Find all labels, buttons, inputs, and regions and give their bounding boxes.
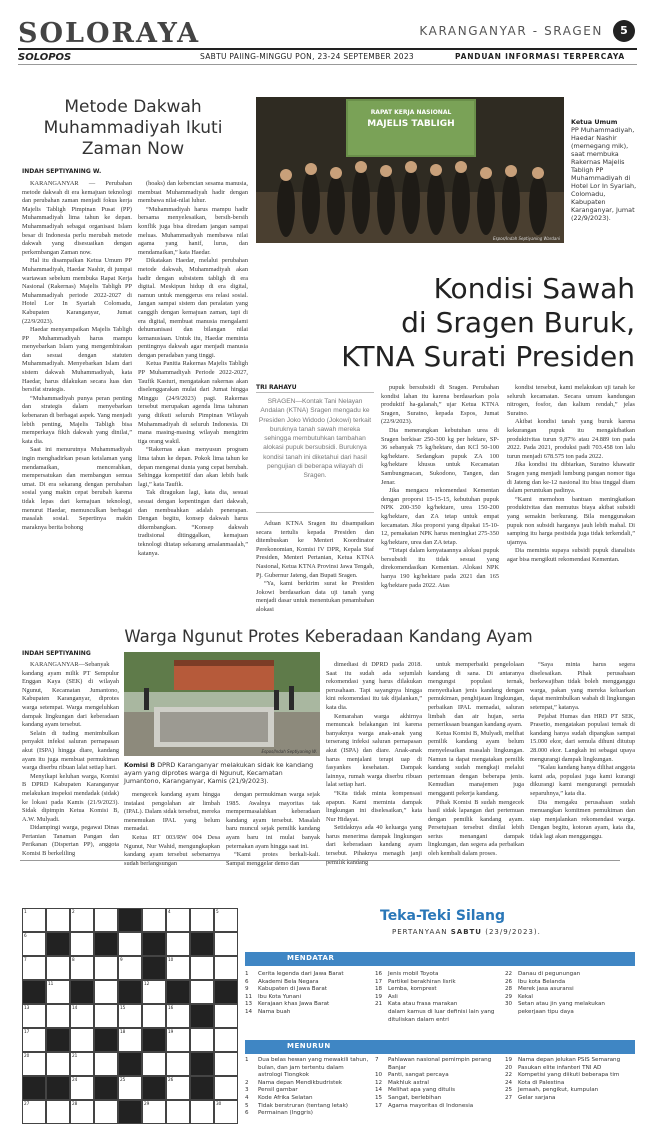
paragraph: kondisi tersebut, kami melakukan uji tanah ke seluruh kecamatan. Secara umum kandungan nitrogen, fosfor, dan kalium rendah,” jelas Suratno. [507, 384, 635, 417]
clue-item [375, 1095, 499, 1103]
paragraph: (hoaks) dan kebencian sesama manusia, membuat Muhammadiyah hadir dengan membawa nilai-nilai luhur. [138, 180, 248, 205]
article2-headline-line1: Kondisi Sawah [433, 272, 635, 305]
crossword-cell[interactable] [94, 980, 118, 1004]
crossword-cell-number: 18 [120, 1029, 126, 1034]
crossword-cell[interactable] [94, 956, 118, 980]
paragraph: Ketua Komisi B, Mulyadi, melihat pemilik kandang ayam belum menyelesaikan masalah lingkungan. Namun ia dapat mengatakan pemilik kandang sudah mengkaji melalui pertemuan dengan beberapa jenis. Kemudian manajemen juga mengganti pekerja kandang. [428, 729, 524, 797]
clue-column [245, 971, 369, 1017]
crossword-cell-number: 9 [120, 957, 123, 962]
section-label: KARANGANYAR - SRAGEN [419, 24, 603, 38]
crossword-black-cell [142, 956, 166, 980]
clue-item [375, 971, 499, 979]
clue-number: 17 [375, 978, 383, 985]
clue-number: 22 [505, 971, 513, 977]
clue-text: Panti, sangat percaya [388, 1072, 449, 1079]
paragraph: Selain di tuding menimbulkan penyakit infeksi saluran pernapasan akut (ISPA) hingga diare, kandang ayam itu juga membuat permukiman warga diserbu ribuan lalat setiap hari. [22, 729, 119, 772]
crossword-cell-number: 14 [72, 1005, 78, 1010]
clue-number: 19 [375, 993, 383, 1000]
clue-item [375, 1072, 499, 1080]
article1-headline [22, 97, 244, 160]
clue-text: Merek jasa asuransi [518, 986, 574, 993]
crossword-cell[interactable] [190, 1028, 214, 1052]
clue-number: 20 [505, 1064, 513, 1071]
clue-item [505, 1087, 629, 1095]
crossword-cell[interactable] [190, 1100, 214, 1124]
clue-number: 3 [245, 1087, 249, 1094]
crossword-cell-number: 27 [24, 1101, 30, 1106]
clue-item [245, 1110, 369, 1118]
clue-text: Lemba, komprest [388, 986, 437, 993]
clue-number: 15 [375, 1094, 383, 1101]
clue-number: 2 [245, 1079, 249, 1086]
clue-number: 6 [245, 1110, 249, 1117]
crossword-cell-number: 8 [72, 957, 75, 962]
clue-number: 13 [245, 1001, 253, 1008]
article2-headline-line2: di Sragen Buruk, [401, 306, 635, 339]
crossword-cell[interactable] [46, 1052, 70, 1076]
article3-col6 [530, 661, 635, 847]
clue-text: Permainan (Inggris) [258, 1110, 313, 1117]
mendatar-header [245, 952, 635, 966]
article3-col4 [326, 661, 422, 866]
clue-number: 27 [505, 1094, 513, 1101]
paragraph: Dia mengaku perusahaan sudah menuangkan komitmen pemukiman dan siap menjalankan rekomendasi warga. Dengan begitu, kotoran ayam, kata dia, tidak lagi akan mengganggu. [530, 798, 635, 840]
crossword-cell[interactable] [214, 956, 238, 980]
paragraph: “Saya minta harus segera diselesaikan. Pihak perusahaan berkewajiban tidak boleh mengganggu warga, pakan yang mereka keluarkan dapat menimbulkan wabah di lingkungan setempat,” katanya. [530, 661, 635, 711]
menurun-label: MENURUN [287, 1042, 331, 1050]
crossword-divider [20, 860, 620, 861]
clue-number: 17 [375, 1102, 383, 1109]
clue-text: Nama buah [258, 1008, 291, 1015]
article1-headline-line3: Zaman Now [81, 139, 185, 159]
mendatar-clues [245, 971, 635, 1035]
crossword-cell[interactable] [46, 1004, 70, 1028]
article2-headline-line3: KTNA Surati Presiden [341, 340, 635, 373]
article3-col3 [226, 791, 320, 867]
crossword-cell-number: 28 [72, 1101, 78, 1106]
clue-text: Pasukan elite infanteri TNI AD [518, 1064, 602, 1071]
paragraph: Pejabat Humas dan HRD PT SEK, Prasetio, mengatakan populasi ternak di kandang hanya sudah dipangkas sampai 15.000 ekor, dari semula dihuni ditutup 28.000 ekor. Langkah ini sebagai upaya mengurangi dampak lingkungan. [530, 712, 635, 763]
clue-text: dalam kamus di luar definisi lain yang dituliskan dalam entri [388, 1008, 495, 1023]
photo-scene [124, 652, 320, 756]
clue-text: Kata atau frasa marakan [388, 1001, 458, 1008]
crossword-cell-number: 19 [168, 1029, 174, 1034]
crossword-cell-number: 15 [120, 1005, 126, 1010]
article2-col1 [256, 520, 374, 628]
article3-headline: Warga Ngunut Protes Keberadaan Kandang Ayam [124, 627, 533, 646]
crossword-cell[interactable] [166, 932, 190, 956]
clue-item [375, 1087, 499, 1095]
clue-text: Sangat, berlebihan [388, 1094, 442, 1101]
clue-text: Jemaah, pengikut, kumpulan [518, 1087, 599, 1094]
clue-text: Agama mayoritas di Indonesia [388, 1102, 474, 1109]
clue-item [375, 994, 499, 1002]
crossword-cell[interactable] [94, 1100, 118, 1124]
clue-item [375, 1080, 499, 1088]
crossword-cell[interactable] [142, 1004, 166, 1028]
article3-col2 [124, 791, 220, 867]
crossword-cell-number: 24 [72, 1077, 78, 1082]
clue-number: 16 [375, 971, 383, 977]
clue-item [375, 1009, 499, 1024]
article3-col1 [22, 661, 119, 858]
crossword-cell[interactable] [190, 908, 214, 932]
caption-title: Ketua Umum [571, 118, 618, 126]
clue-text: Setan atau jin yang melakukan pekerjaan tipu daya [518, 1001, 605, 1015]
crossword-cell[interactable] [214, 1004, 238, 1028]
clue-item [245, 1009, 369, 1017]
crossword-cell-number: 20 [24, 1053, 30, 1058]
crossword-black-cell [22, 1076, 46, 1100]
paragraph: Dia menerangkan kebutuhan urea di Sragen berkisar 250-300 kg per hektare, SP-36 sebanyak 75 kg/hektare, dan KCl 50-100 kg/hektare. Sedangkan pupuk ZA 100 kg/hektare khusus untuk Kecamatan Sambungmacan, Sukodono, Tangen, dan Jenar. [381, 426, 499, 486]
clue-number: 11 [245, 993, 253, 1000]
paragraph: KARANGANYAR—Sebanyak kandang ayam milik PT Sempulur Enggan Kaya (SEK) di wilayah Ngunut, Kecamatan Jumantono, Kabupaten Karanganyar, diprotes warga setempat. Warga mengeluhkan dampak lingkungan dari keberadaan kandang ayam tersebut. [22, 661, 119, 729]
paragraph: Menyikapi keluhan warga, Komisi B DPRD Kabupaten Karanganyar melakukan inspeksi mendadak (sidak) ke lokasi pada Kamis (21/9/2023). Sidak dipimpin Ketua Komisi B, A.W. Mulyadi. [22, 772, 119, 823]
crossword-cell[interactable] [118, 932, 142, 956]
crossword-cell[interactable] [94, 908, 118, 932]
crossword-black-cell [46, 1076, 70, 1100]
crossword-cell-number: 21 [72, 1053, 78, 1058]
clue-item [375, 1001, 499, 1009]
clue-text: Jenis mobil Toyota [388, 971, 439, 977]
clue-item [245, 1095, 369, 1103]
crossword-cell[interactable] [70, 1028, 94, 1052]
clue-item [505, 1001, 629, 1016]
clue-number: 28 [505, 986, 513, 993]
crossword-black-cell [118, 980, 142, 1004]
clue-item [505, 979, 629, 987]
clue-number: 7 [375, 1057, 379, 1063]
crossword-cell[interactable] [214, 932, 238, 956]
tagline: PANDUAN INFORMASI TERPERCAYA [455, 52, 625, 61]
clue-number: 6 [245, 978, 249, 985]
crossword-cell[interactable] [190, 956, 214, 980]
clue-column [505, 971, 629, 1017]
clue-item [505, 1072, 629, 1080]
clue-item [505, 1080, 629, 1088]
crossword-cell[interactable] [94, 1052, 118, 1076]
crossword-cell-number: 4 [168, 909, 171, 914]
crossword-cell-number: 5 [216, 909, 219, 914]
paragraph: Setidaknya ada 40 keluarga yang harus menerima dampak lingkungan dari keberadaan kandang ayam tersebut. Pihaknya menagih janji pemilik kandang [326, 824, 422, 866]
clue-item [245, 979, 369, 987]
article3-col5 [428, 661, 524, 858]
crossword-cell[interactable] [46, 1100, 70, 1124]
crossword-subtitle [392, 928, 541, 936]
crossword-cell[interactable] [166, 1100, 190, 1124]
crossword-cell[interactable] [46, 956, 70, 980]
article3-photo [124, 652, 320, 756]
clue-text: Kompetisi yang diikuti beberapa tim [518, 1072, 620, 1079]
clue-number: 29 [505, 993, 513, 1000]
paragraph: dengan permukiman warga sejak 1985. Awalnya mayoritas tak mempermasalahkan keberadaan kandang ayam tersebut. Masalah baru muncul sejak pemilik kandang ayam baru ini mulai banyak peternakan ayam hingga saat ini. [226, 791, 320, 850]
clue-number: 30 [505, 1001, 513, 1008]
clue-item [505, 994, 629, 1002]
clue-number: 1 [245, 1057, 249, 1063]
clue-number: 24 [505, 1079, 513, 1086]
paragraph: “Muhammadiyah harus mampu hadir bersama menyelesaikan, bersih-bersih konflik juga bisa diredam jangan sampai meluas. Muhammadiyah membawa nilai agama yang hanif, lurus, dan mendamaikan,” kata Haedar. [138, 205, 248, 256]
clue-item [505, 971, 629, 979]
clue-number [375, 1009, 388, 1024]
subtitle-day: SABTU [450, 928, 482, 936]
crossword-cell-number: 30 [216, 1101, 222, 1106]
clue-text: Ibu Kota Yunani [258, 993, 302, 1000]
paragraph: Kemarahan warga akhirnya memuncak belakangan ini karena banyaknya warga anak-anak yang terserang infeksi saluran pernapasan akut (ISPA) dan diare. Anak-anak harus menjalani terapi uap di fasyankes kesehatan. Dampak lainnya, rumah warga diserbu ribuan lalat setiap hari. [326, 712, 422, 789]
clue-item [245, 1080, 369, 1088]
mendatar-label: MENDATAR [287, 954, 335, 962]
clue-text: Pensil gambar [258, 1087, 298, 1094]
clue-text: Nama depan Mendikbudristek [258, 1079, 343, 1086]
paragraph: “Rakernas akan menyusun program lima tahun ke depan. Pokok lima tahun ke depan mengenai dunia yang cepat berubah. Sehingga kompetitif dan akan lebih baik lagi,” kata Taufik. [138, 446, 248, 488]
article2-col3 [507, 384, 635, 628]
photo-banner-line1: RAPAT KERJA NASIONAL [370, 109, 452, 116]
clue-number: 19 [505, 1057, 513, 1063]
clue-number: 26 [505, 978, 513, 985]
crossword-cell[interactable] [94, 1004, 118, 1028]
photo-credit: Espos/Indah Septiyaning Wardani [492, 236, 560, 241]
article1-caption [571, 118, 641, 222]
clue-item [505, 1065, 629, 1073]
paragraph: Dia meminta supaya subsidi pupuk dianalisis agar bisa mengikuti rekomendasi Kementan. [507, 547, 635, 563]
clue-text: Ibu kota Belanda [518, 978, 566, 985]
article1-headline-line2: Muhammadiyah Ikuti [43, 118, 223, 138]
clue-text: Kekal [518, 993, 533, 1000]
crossword-cell[interactable] [142, 908, 166, 932]
clue-item [375, 979, 499, 987]
clue-item [245, 1087, 369, 1095]
clue-column [375, 1057, 499, 1110]
crossword-black-cell [46, 1028, 70, 1052]
article1-byline: INDAH SEPTIYANING W. [22, 168, 102, 175]
photo-banner-line2: MAJELIS TABLIGH [367, 119, 455, 129]
crossword-cell[interactable] [142, 1052, 166, 1076]
clue-column [505, 1057, 629, 1103]
crossword-cell[interactable] [46, 908, 70, 932]
paragraph: “Kami protes berkali-kali. Sampai menggelar demo dan [226, 851, 320, 867]
clue-number: 18 [375, 986, 383, 993]
clue-item [375, 1103, 499, 1111]
clue-text: Makhluk astral [388, 1079, 429, 1086]
crossword-cell-number: 25 [120, 1077, 126, 1082]
article1-col2 [138, 180, 248, 628]
photo-credit: Espos/Indah Septiyaning W. [261, 749, 317, 754]
article2-byline: TRI RAHAYU [256, 384, 297, 391]
crossword-cell[interactable] [190, 980, 214, 1004]
crossword-cell[interactable] [214, 1052, 238, 1076]
article1-headline-line1: Metode Dakwah [64, 97, 202, 117]
crossword-cell-number: 17 [24, 1029, 30, 1034]
crossword-black-cell [94, 1076, 118, 1100]
crossword-black-cell [118, 908, 142, 932]
crossword-cell-number: 12 [144, 981, 150, 986]
crossword-cell-number: 6 [24, 933, 27, 938]
dateline: SABTU PAIING-MINGGU PON, 23-24 SEPTEMBER 2023 [200, 52, 415, 61]
menurun-header [245, 1040, 635, 1054]
paragraph: pupuk bersubsidi di Sragen. Perubahan kondisi lahan itu karena berdasarkan pola produktif ha-galanah,” ujar Ketua KTNA Sragen, Suratno, kepada Espos, Jumat (22/9/2023). [381, 384, 499, 426]
brand-label: SOLOPOS [18, 52, 72, 63]
paragraph: Haedar menyampaikan Majelis Tabligh PP Muhammadiyah harus mampu menyebarkan Islam yang mengembirakan dan sesuai dengan statuten Muhammadiyah. Menyebarkan Islam dari sistem dakwah Muhammadiyah, kata Haedar, harus dilakukan secara luas dan bersifat strategis. [22, 326, 132, 394]
clue-item [375, 986, 499, 994]
crossword-cell[interactable] [70, 932, 94, 956]
clue-column [375, 971, 499, 1024]
caption-body: DPRD Karanganyar melakukan sidak ke kandang ayam yang diprotes warga di Ngunut, Kecamatan Jumantono, Karanganyar, Kamis (21/9/2023). [124, 761, 314, 785]
clue-item [375, 1057, 499, 1072]
crossword-black-cell [46, 932, 70, 956]
article1-col1 [22, 180, 132, 628]
crossword-cell-number: 2 [72, 909, 75, 914]
crossword-cell-number: 29 [144, 1101, 150, 1106]
caption-title: Komisi B [124, 761, 156, 769]
clue-number: 14 [375, 1087, 383, 1094]
clue-number: 1 [245, 971, 249, 977]
paragraph: “Tetapi dalam kenyataannya alokasi pupuk bersubsidi itu tidak sesuai yang direkomendasikan Kementan. Alokasi NPK hanya 190 kg/hektare pada 2021 dan 165 kg/hektare pada 2022. Atas [381, 547, 499, 589]
crossword-cell-number: 1 [24, 909, 27, 914]
caption-body: PP Muhammadiyah, Haedar Nashir (memegang mik), saat membuka Rakernas Majelis Tabligh PP Muhammadiyah di Hotel Lor In Syariah, Colomadu, Kabupaten Karanganyar, Jumat (22/9/2023). [571, 126, 637, 222]
paragraph: Dikatakan Haedar, melalui perubahan metode dakwah, Muhammadiyah akan hadir dengan subsistem tabligh di era digital. Meskipun hidup di era digital, namun untuk menggerus era relasi sosial. Jangan sampai sistem dan peralatan yang canggih dengan kemajuan zaman, tapi di era digital, membuat manusia mengalami dehumanisasi dan bilangan nilai kemanusiaan. Untuk itu, Haedar meminta pentingnya dakwah agar menjadi manusia dengan peradaban yang tinggi. [138, 257, 248, 359]
paragraph: “Kalau kandang hanya dilihat anggota kami ada, populasi juga kami kurangi dikurangi kami mengurangi pemudah separuhnya,” kata dia. [530, 764, 635, 797]
clue-number: 10 [375, 1072, 383, 1079]
page-number: 5 [613, 20, 635, 42]
crossword-black-cell [70, 980, 94, 1004]
crossword-grid[interactable] [22, 908, 238, 1124]
clue-number: 14 [245, 1008, 253, 1015]
crossword-black-cell [94, 932, 118, 956]
crossword-black-cell [142, 1076, 166, 1100]
clue-text: Tidak berstruran (tentang letak) [258, 1102, 348, 1109]
crossword-cell[interactable] [214, 1028, 238, 1052]
clue-number: 4 [245, 1094, 249, 1101]
paragraph: Akibat kondisi tanah yang buruk karena kekurangan pupuk itu mengakibatkan produktivitas turun 9,87% atau 24.889 ton pada 2022. Pada 2021, produksi padi 703.458 ton lalu turun menjadi 678.575 ton pada 2022. [507, 418, 635, 460]
paragraph: “Muhammadiyah punya peran penting dan strategis dalam menyebarkan kebenaran di berbagai aspek. Yang menjadi lebih penting, Majelis Tabligh bisa memperkaya fikih dakwah yang dinilai,” kata dia. [22, 394, 132, 445]
clue-item [245, 1057, 369, 1080]
paragraph: “Kita tidak minta kompensasi apapun. Kami meminta dampak lingkungan ini diselesaikan,” kata Nur Hidayat. [326, 789, 422, 823]
clue-item [245, 971, 369, 979]
crossword-black-cell [166, 980, 190, 1004]
paragraph: Aduan KTNA Sragen itu disampaikan secara tertulis kepada Presiden dan ditembuskan ke Menteri Koordinator Perekonomian, Komisi IV DPR, Kepala Staf Presiden, Menteri Pertanian, Ketua KTNA Nasional, Ketua KTNA Provinsi Jawa Tengah, Pj. Gubernur Jateng, dan Bupati Sragen. [256, 520, 374, 579]
article2-headline [250, 272, 635, 374]
paragraph: Pihak Komisi B sudah mengecek hasil sidak lapangan dari pertemuan dengan pemilik kandang ayam. Persetujuan tersebut dinilai lebih serius menangani dampak lingkungan, dan segera ada perbaikan oleh kembali dalam proses. [428, 798, 524, 858]
clue-item [505, 1057, 629, 1065]
clue-number: 9 [245, 986, 249, 993]
paragraph: Didampingi warga, pegawai Dinas Pertanian Tanaman Pangan dan Perikanan (Dispertan PP), anggota Komisi B berkeliling [22, 824, 119, 858]
clue-number: 12 [375, 1079, 383, 1086]
clue-text: Gelar sarjana [518, 1094, 556, 1101]
paragraph: KARANGANYAR — Perubahan metode dakwah di era kemajuan teknologi dan perubahan zaman menjadi fokus kerja Majelis Tabligh Pimpinan Pusat (PP) Muhammadiyah lima tahun ke depan. Muhammadiyah sebagai organisasi Islam besar di Indonesia perlu merubah metode dakwah yang disesuaikan dengan perkembangan Zaman now. [22, 180, 132, 256]
paragraph: “Ya, kami berkirim surat ke Presiden Jokowi berdasarkan data uji tanah yang menjadi dasar untuk menentukan penambahan alokasi [256, 580, 374, 613]
clue-text: Kota di Palestina [518, 1079, 565, 1086]
clue-item [245, 986, 369, 994]
clue-text: Kode Afrika Selatan [258, 1094, 313, 1101]
article1-photo [256, 97, 564, 243]
crossword-black-cell [142, 932, 166, 956]
crossword-cell-number: 13 [24, 1005, 30, 1010]
paragraph: Jika kondisi itu dibiarkan, Suratno khawatir Sragen yang menjadi lumbung pangan nomor tiga di Jateng dan ke-12 nasional itu bisa tinggal diam dalam peruntukan padinya. [507, 461, 635, 495]
crossword-title: Teka-Teki Silang [380, 908, 505, 924]
newspaper-logo: SOLORAYA [18, 18, 201, 49]
clue-text: Asli [388, 993, 398, 1000]
clue-number: 21 [375, 1001, 383, 1008]
crossword-cell-number: 7 [24, 957, 27, 962]
article2-col2 [381, 384, 499, 628]
crossword-cell-number: 16 [168, 1005, 174, 1010]
subtitle-date: (23/9/2023). [485, 928, 541, 936]
clue-number: 22 [505, 1072, 513, 1079]
paragraph: untuk memperbaiki pengelolaan kandang di sana. Di antaranya mengungsi populasi ternak, menyediakan jenis kandang dengan pemukiman, penghijauan lingkungan, perbaikan IPAL memadai, saluran limbah dan air hujan, serta pemeriksaan buangan kandang ayam. [428, 661, 524, 729]
clue-item [245, 1103, 369, 1111]
paragraph: Jika mengacu rekomendasi Kementan dengan proporsi 15-15-15, kebutuhan pupuk NPK 200-350 kg/hektare, urea 150-200 kg/hektare, dan ZA tetap untuk empat kecamatan. Jika proporsi yang dipakai 15-10-12, pemakaian NPK harus meningkat 275-350 kg/hektare, urea dan ZA tetap. [381, 487, 499, 546]
crossword-black-cell [118, 1100, 142, 1124]
crossword-black-cell [94, 1028, 118, 1052]
clue-item [245, 1001, 369, 1009]
clue-number: 25 [505, 1087, 513, 1094]
clue-number: 5 [245, 1102, 249, 1109]
crossword-black-cell [190, 932, 214, 956]
article2-lead: SRAGEN—Kontak Tani Nelayan Andalan (KTNA) Sragen mengadu ke Presiden Joko Widodo (Jokowi) terkait buruknya tanah sawah mereka sehingga membutuhkan tambahan alokasi pupuk bersubsidi. Buruknya kondisi tanah ini diketahui dari hasil pengujian di beberapa wilayah di Sragen. [256, 392, 374, 513]
crossword-black-cell [214, 980, 238, 1004]
crossword-black-cell [190, 1076, 214, 1100]
clue-text: Akademi Bela Negara [258, 978, 319, 985]
clue-text: Nama depan jelukan PSIS Semarang [518, 1057, 621, 1063]
crossword-cell[interactable] [166, 1052, 190, 1076]
paragraph: “Kami memohon bantuan meningkatkan produktivitas dan memutus biaya akibat subsidi yang semakin berkurang. Bila menggunakan pupuk non subsidi harganya jauh lebih mahal. Di samping itu harga pestisida juga tidak terkendali,” ujarnya. [507, 495, 635, 546]
crossword-black-cell [118, 1052, 142, 1076]
clue-text: Melihat apa yang ditulis [388, 1087, 455, 1094]
paragraph: Ketua Panitia Rakernas Majelis Tabligh PP Muhammadiyah Periode 2022-2027, Taufik Kasturi, mengatakan rakernas akan diselenggarakan mulai dari Jumat hingga Minggu (24/9/2023) pagi. Rakernas tersebut merupakan agenda lima tahunan yang diikuti seluruh Pimpinan Wilayah Muhammadiyah di seluruh Indonesia. Di mana masing-masing wilayah mengirim tiga orang wakil. [138, 360, 248, 445]
clue-column [245, 1057, 369, 1118]
crossword-cell-number: 11 [48, 981, 54, 986]
masthead-rule [18, 48, 637, 50]
paragraph: Saat ini menurutnya Muhammadiyah ingin menghadirkan pesan keislaman yang mendamaikan, mencerahkan, mempersatukan dan membangun semua umat. Di era sekarang dengan perubahan sosial yang makin cepat berubah karena tidak lepas dari kemajuan teknologi, menurut Haedar, memunculkan berbagai masalah sosial. Sepertinya makin maraknya berita bohong [22, 446, 132, 531]
clue-item [505, 1095, 629, 1103]
clue-text: Kabupaten di Jawa Barat [258, 986, 327, 993]
crossword-black-cell [22, 980, 46, 1004]
clue-text: Danau di pegunungan [518, 971, 581, 977]
clue-item [505, 986, 629, 994]
clue-text: Cerita legenda dari Jawa Barat [258, 971, 344, 977]
menurun-clues [245, 1057, 635, 1141]
clue-text: Partikel berakhiran lisrik [388, 978, 456, 985]
clue-text: Dua belas hewan yang mewakili tahun, bulan, dan jam tertentu dalam astrologi Tiongkok [258, 1057, 369, 1079]
crossword-black-cell [142, 1028, 166, 1052]
clue-text: Kerajaan khas Jawa Barat [258, 1001, 330, 1008]
paragraph: Hal itu disampaikan Ketua Umum PP Muhammadiyah, Haedar Nashir, di jumpai wartawan sebelum membuka Rapat Kerja Nasional (Rakernas) Majelis Tabligh PP Muhammadiyah periode 2022-2027 di Hotel Lor In Syariah Colomadu, Kabupaten Karanganyar, Jumat (22/9/2023). [22, 257, 132, 325]
crossword-cell-number: 26 [168, 1077, 174, 1082]
paragraph: Ketua RT 003/RW 004 Desa Ngunut, Nur Wahid, mengungkapkan kandang ayam tersebut sebenarnya sudah berlangsungan [124, 833, 220, 867]
paragraph: mengecek kandang ayam hingga instalasi pengolahan air limbah (IPAL). Dalam sidak tersebut, mereka menemukan IPAL yang belum memadai. [124, 791, 220, 833]
paragraph: dimediasi di DPRD pada 2018. Saat itu sudah ada sejumlah rekomendasi yang harus dilakukan perusahaan. Tapi sayangnya hingga kini rekomendasi itu tak dijalankan,” kata dia. [326, 661, 422, 711]
subtitle-prefix: PERTANYAAN [392, 928, 448, 936]
masthead-thin-rule [18, 64, 637, 65]
paragraph: Tak diragukan lagi, kata dia, sesuai sesuai dengan kepentingan dari dakwah, dan membuahkan adalah penerapan. Dengan begitu, konsep dakwah harus dikembangkan. “Konsep dakwah tradisional ditinggalkan, kemajuan teknologi ditatap sekarang amalanmaalah,” katanya. [138, 489, 248, 557]
clue-text: Pahlawan nasional pemimpin perang Banjar [388, 1057, 492, 1071]
article3-caption [124, 761, 320, 785]
crossword-cell-number: 10 [168, 957, 174, 962]
crossword-black-cell [190, 1004, 214, 1028]
crossword-cell[interactable] [214, 1076, 238, 1100]
clue-item [245, 994, 369, 1002]
article3-byline: INDAH SEPTIYANING [22, 650, 91, 657]
crossword-black-cell [190, 1052, 214, 1076]
